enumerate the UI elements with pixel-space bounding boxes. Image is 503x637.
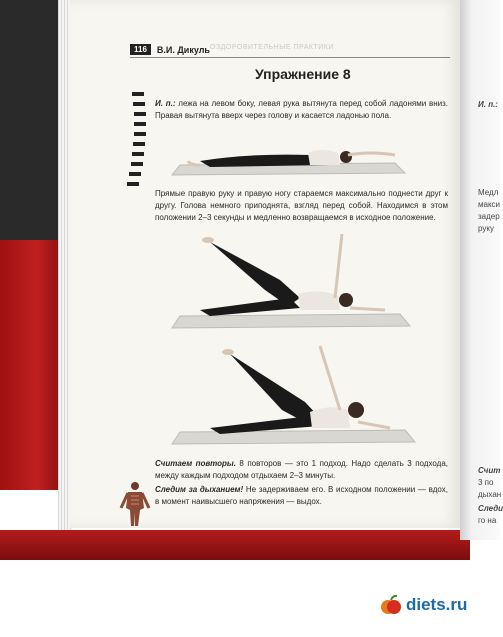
anatomy-figure-icon [118,480,152,528]
starting-position-body: лежа на левом боку, левая рука вытянута перед собой ладонями вниз. Правая вытянута вверх через голову и касается ладонью пола. [155,99,448,120]
right-page-fragment: Счит [478,466,501,475]
site-watermark [380,594,467,616]
right-page-fragment: Медл [478,188,499,197]
starting-position-label: И. п.: [155,99,176,108]
breathing-label: Следим за дыханием! [155,485,244,494]
right-page-fragment: го на [478,516,497,525]
right-page-fragment: дыхан [478,490,502,499]
book-spine-edge [0,0,70,560]
exercise-photo-lift-1 [170,228,415,333]
repetitions-body: 8 повторов — это 1 подход. Надо сделать 3 подхода, между каждым подходом отдыхаем 2–3 минуты. [155,459,448,480]
right-page-fragment: Следи [478,504,503,513]
movement-description: Прямые правую руку и правую ногу стараемся максимально поднести друг к другу. Голова немного приподнята, взгляд перед собой. Находимся в этом положении 2–3 секунды и медленно возвращаемся в исходное положение. [155,189,448,222]
repetitions-text [155,458,448,482]
right-page-fragment: макси [478,200,501,209]
running-header [130,44,210,55]
right-page-fragment: руку [478,224,494,233]
breathing-body: Не задерживаем его. В исходном положении — вдох, в момент наивысшего напряжения — выдох. [155,485,448,506]
right-page-fragment: задер [478,212,500,221]
author-name: В.И. Дикуль [156,44,210,55]
right-page-fragment: И. п.: [478,100,498,109]
show-through-text: ОЗДОРОВИТЕЛЬНЫЕ ПРАКТИКИ [210,44,334,51]
exercise-photo-lift-2 [170,340,420,450]
starting-position-text [155,98,448,122]
exercise-photo-start [170,135,410,180]
right-page [460,0,503,540]
page-number: 116 [130,44,151,55]
book-cover-red [0,240,62,490]
exercise-title: Упражнение 8 [255,66,351,82]
repetitions-label: Считаем повторы. [155,459,236,468]
book-bottom-edge [0,530,470,560]
breathing-text [155,484,448,508]
header-rule [130,57,450,58]
book-cover-dark [0,0,62,240]
watermark-text: diets.ru [406,595,468,614]
right-page-fragment: 3 по [478,478,494,487]
decorative-dash-arc [118,90,158,200]
apple-icon [380,594,402,616]
